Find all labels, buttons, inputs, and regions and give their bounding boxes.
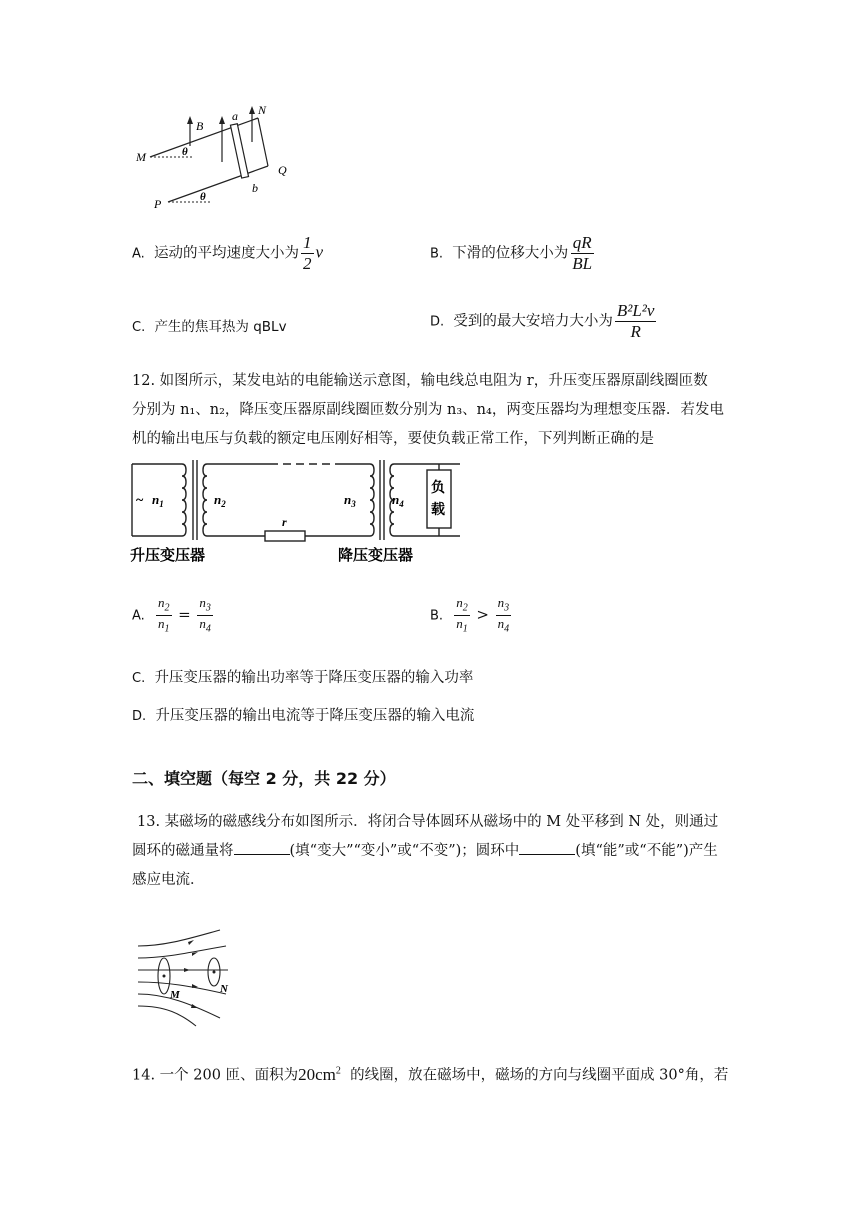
q12-option-d: D. 升压变压器的输出电流等于降压变压器的输入电流 bbox=[132, 708, 475, 724]
label-n1: $n_1$ bbox=[152, 492, 164, 509]
section-heading: 二、填空题（每空 2 分，共 22 分） bbox=[132, 769, 396, 788]
q12-option-c: C. 升压变压器的输出功率等于降压变压器的输入功率 bbox=[132, 670, 474, 686]
q12-stem-line-3: 机的输出电压与负载的额定电压刚好相等，要使负载正常工作，下列判断正确的是 bbox=[132, 431, 654, 447]
label-b: b bbox=[252, 181, 258, 195]
q11-option-d: D. 受到的最大安培力大小为 $\frac{\text{B²L²v}}{R}$ bbox=[430, 301, 655, 341]
q12-stem-line-1: 12. 如图所示，某发电站的电能输送示意图，输电线总电阻为 r，升压变压器原副线圈匝数 bbox=[132, 373, 708, 389]
q12-stem-line-2: 分别为 n₁、n₂，降压变压器原副线圈匝数分别为 n₃、n₄，两变压器均为理想变压器．若发电 bbox=[132, 402, 724, 418]
q12-transmission-figure bbox=[130, 456, 464, 568]
load-label-top: 负 bbox=[431, 481, 445, 496]
label-n2: $n_2$ bbox=[214, 492, 226, 509]
label-r: r bbox=[282, 515, 287, 529]
load-label-bottom: 载 bbox=[431, 503, 445, 518]
q12-stem bbox=[132, 367, 742, 454]
label-N: N bbox=[258, 103, 267, 117]
area-value: $20cm^2$ bbox=[298, 1064, 341, 1084]
q13-stem bbox=[132, 808, 747, 895]
answer-blank-2[interactable] bbox=[519, 840, 575, 855]
q13-line-3: 感应电流． bbox=[132, 872, 205, 888]
q13-line-2: 圆环的磁通量将 (填“变大”“变小”或“不变”)；圆环中 (填“能”或“不能”)产生 bbox=[132, 837, 747, 866]
q11-rail-figure bbox=[130, 102, 300, 214]
label-M: M bbox=[136, 150, 146, 164]
label-M: M bbox=[170, 989, 180, 1001]
q11-option-c: C. 产生的焦耳热为 qBLv bbox=[132, 319, 287, 335]
label-Q: Q bbox=[278, 163, 287, 177]
label-P: P bbox=[154, 197, 162, 211]
label-a: a bbox=[232, 109, 238, 123]
q11-option-b: B. 下滑的位移大小为 $\frac{qR}{BL}$ bbox=[430, 233, 593, 273]
ac-source-symbol: ~ bbox=[136, 493, 144, 508]
q12-option-a: A. $\frac{n_2}{n_1}$ = $\frac{n_3}{n_4}$ bbox=[132, 595, 211, 635]
q14-stem: 14. 一个 200 匝、面积为$20cm^2$ 的线圈，放在磁场中，磁场的方向与线圈平面成 30°角，若 bbox=[132, 1064, 729, 1084]
step-up-label: 升压变压器 bbox=[130, 548, 206, 564]
label-B: B bbox=[196, 119, 204, 133]
label-theta-top: θ bbox=[182, 146, 188, 158]
fraction: $\frac{1}{2}$ bbox=[303, 233, 312, 273]
label-n3: $n_3$ bbox=[344, 492, 356, 509]
answer-blank-1[interactable] bbox=[234, 840, 290, 855]
q12-option-b: B. $\frac{n_2}{n_1}$ > $\frac{n_3}{n_4}$ bbox=[430, 595, 510, 635]
step-down-label: 降压变压器 bbox=[338, 548, 414, 564]
q13-magnetic-field-figure bbox=[136, 928, 232, 1028]
q13-line-1: 13. 某磁场的磁感线分布如图所示．将闭合导体圆环从磁场中的 M 处平移到 N 处，则通过 bbox=[137, 814, 719, 830]
fraction: $\frac{qR}{BL}$ bbox=[572, 233, 593, 273]
q11-option-a: A. 运动的平均速度大小为 $\frac{1}{2}$ v bbox=[132, 233, 324, 273]
label-theta-bottom: θ bbox=[200, 191, 206, 203]
label-n4: $n_4$ bbox=[392, 492, 404, 509]
label-N: N bbox=[220, 983, 228, 995]
fraction: $\frac{\text{B²L²v}}{R}$ bbox=[616, 301, 655, 341]
